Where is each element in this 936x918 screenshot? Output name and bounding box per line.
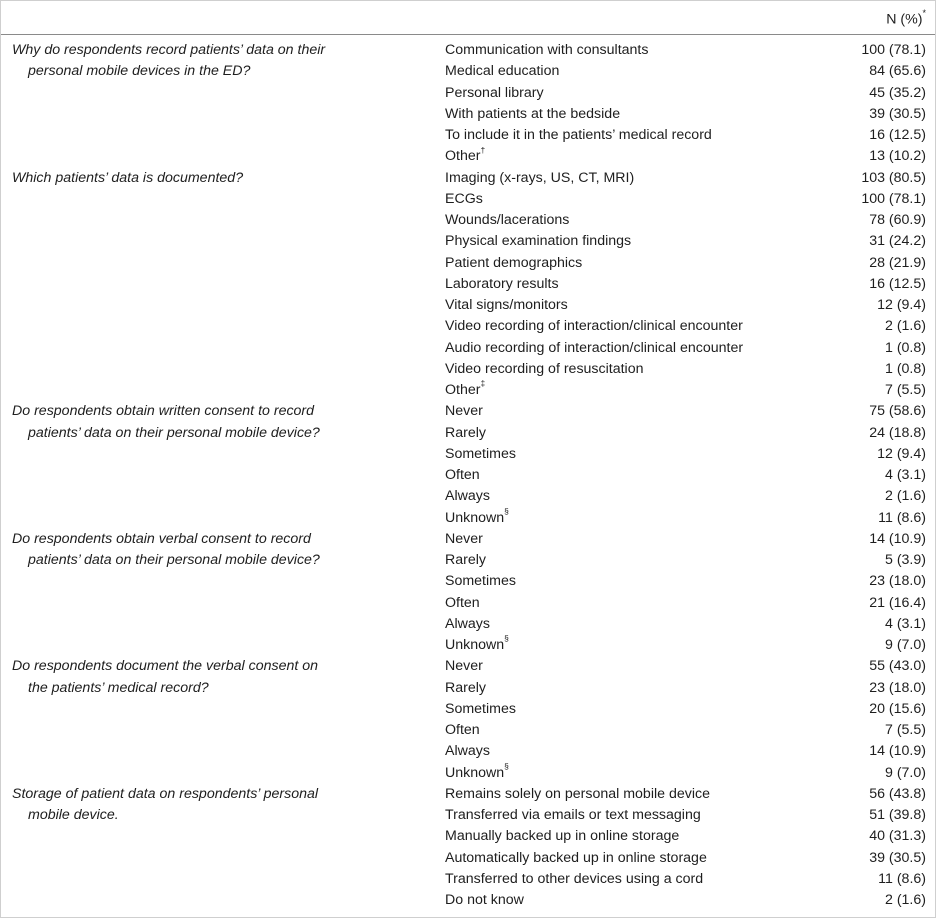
- table-row: [1, 550, 935, 571]
- count-percent-value: 2 (1.6): [884, 488, 926, 505]
- answer-text: Video recording of resuscitation: [445, 360, 644, 377]
- table-row: [1, 125, 935, 146]
- answer-text: Imaging (x-rays, US, CT, MRI): [445, 169, 635, 186]
- table-row: [1, 83, 935, 104]
- answer-cell: [445, 486, 490, 507]
- question-text: the patients’ medical record?: [28, 679, 209, 696]
- column-header-label: N (%): [886, 11, 923, 28]
- count-percent-value: 4 (3.1): [884, 467, 926, 483]
- footnote-mark: §: [504, 633, 509, 644]
- table-row: [1, 529, 935, 550]
- table-row: [1, 146, 935, 167]
- answer-cell: [445, 423, 486, 444]
- answer-text: Physical examination findings: [445, 233, 632, 250]
- answer-text: Always: [445, 488, 490, 505]
- answer-cell: [445, 720, 480, 741]
- count-percent-value: 12 (9.4): [877, 297, 926, 313]
- answer-cell: [445, 316, 743, 337]
- answer-cell: [445, 635, 509, 656]
- answer-text: Communication with consultants: [445, 42, 649, 58]
- footnote-mark: †: [480, 144, 486, 155]
- count-percent-value: 2 (1.6): [884, 892, 926, 908]
- count-percent-value: 39 (30.5): [869, 849, 926, 866]
- count-percent-value: 14 (10.9): [869, 530, 926, 547]
- count-percent-value: 55 (43.0): [869, 658, 926, 675]
- table-row: [1, 614, 935, 635]
- table-row: [1, 40, 935, 61]
- answer-cell: [445, 784, 710, 805]
- count-percent-value: 16 (12.5): [869, 275, 926, 292]
- question-text: Do respondents document the verbal consent on: [12, 658, 319, 675]
- column-header-n-percent: [886, 10, 926, 28]
- table-row: [1, 699, 935, 720]
- count-percent-value: 24 (18.8): [869, 424, 926, 441]
- question-text: patients’ data on their personal mobile device?: [28, 424, 320, 441]
- count-percent-value: 100 (78.1): [861, 190, 926, 207]
- answer-text: Never: [445, 403, 483, 420]
- count-percent-value: 13 (10.2): [869, 148, 926, 165]
- table-row: [1, 869, 935, 890]
- table-row: [1, 486, 935, 507]
- answer-cell: [445, 571, 516, 592]
- count-percent-value: 21 (16.4): [869, 594, 926, 611]
- answer-cell: [445, 189, 483, 210]
- answer-text: Never: [445, 658, 483, 675]
- table-row: [1, 295, 935, 316]
- answer-text: Always: [445, 743, 490, 760]
- answer-text: Rarely: [445, 424, 486, 441]
- answer-text: Manually backed up in online storage: [445, 828, 680, 845]
- answer-text: To include it in the patients’ medical record: [445, 127, 712, 143]
- table-row: [1, 359, 935, 380]
- answer-cell: [445, 274, 559, 295]
- table-row: [1, 104, 935, 125]
- question-text: Why do respondents record patients’ data on their: [12, 42, 326, 58]
- answer-cell: [445, 401, 483, 422]
- answer-cell: [445, 104, 620, 125]
- table-row: [1, 401, 935, 422]
- table-row: [1, 316, 935, 337]
- table-row: [1, 231, 935, 252]
- answer-cell: [445, 550, 486, 571]
- answer-text: Wounds/lacerations: [445, 212, 570, 228]
- table-row: [1, 890, 935, 911]
- answer-cell: [445, 40, 648, 61]
- footnote-mark: ‡: [480, 378, 486, 389]
- count-percent-value: 45 (35.2): [869, 84, 926, 101]
- answer-cell: [445, 146, 485, 167]
- answer-text: Sometimes: [445, 573, 516, 590]
- count-percent-value: 1 (0.8): [884, 360, 926, 377]
- answer-cell: [445, 338, 743, 359]
- answer-text: Unknown: [445, 637, 505, 653]
- table-row: [1, 380, 935, 401]
- table-row: [1, 253, 935, 274]
- answer-text: Sometimes: [445, 700, 516, 717]
- answer-cell: [445, 253, 582, 274]
- count-percent-value: 23 (18.0): [869, 679, 926, 696]
- answer-text: Other: [445, 382, 481, 398]
- answer-cell: [445, 826, 679, 847]
- answer-cell: [445, 848, 707, 869]
- table-row: [1, 338, 935, 359]
- table-row: [1, 505, 935, 529]
- table-header: [1, 1, 935, 35]
- question-text: Do respondents obtain verbal consent to record: [12, 530, 311, 547]
- count-percent-value: 1 (0.8): [884, 339, 926, 356]
- table-row: [1, 210, 935, 231]
- count-percent-value: 78 (60.9): [869, 212, 926, 228]
- answer-cell: [445, 529, 483, 550]
- table-row: [1, 168, 935, 189]
- answer-text: Vital signs/monitors: [445, 297, 568, 313]
- answer-text: Other: [445, 148, 481, 165]
- count-percent-value: 39 (30.5): [869, 105, 926, 122]
- question-text: mobile device.: [28, 807, 119, 823]
- answer-text: Rarely: [445, 679, 486, 696]
- count-percent-value: 7 (5.5): [884, 722, 926, 738]
- count-percent-value: 12 (9.4): [877, 445, 926, 462]
- answer-text: Always: [445, 615, 490, 632]
- answer-cell: [445, 890, 524, 911]
- answer-text: Do not know: [445, 892, 524, 908]
- answer-cell: [445, 869, 703, 890]
- answer-cell: [445, 805, 701, 826]
- answer-text: Personal library: [445, 84, 544, 101]
- table-row: [1, 274, 935, 295]
- table-row: [1, 465, 935, 486]
- question-text: Which patients’ data is documented?: [12, 169, 244, 186]
- answer-cell: [445, 125, 712, 146]
- count-percent-value: 103 (80.5): [861, 169, 926, 186]
- answer-text: Never: [445, 530, 483, 547]
- table-row: [1, 189, 935, 210]
- table-row: [1, 678, 935, 699]
- table-row: [1, 760, 935, 784]
- answer-text: Automatically backed up in online storage: [445, 849, 707, 866]
- count-percent-value: 9 (7.0): [884, 637, 926, 653]
- answer-cell: [445, 656, 483, 677]
- answer-text: Sometimes: [445, 445, 516, 462]
- answer-cell: [445, 699, 516, 720]
- count-percent-value: 14 (10.9): [869, 743, 926, 760]
- count-percent-value: 20 (15.6): [869, 700, 926, 717]
- answer-cell: [445, 444, 516, 465]
- answer-text: Unknown: [445, 509, 505, 526]
- count-percent-value: 40 (31.3): [869, 828, 926, 845]
- answer-text: Transferred via emails or text messaging: [445, 807, 701, 823]
- answer-cell: [445, 231, 631, 252]
- count-percent-value: 16 (12.5): [869, 127, 926, 143]
- count-percent-value: 23 (18.0): [869, 573, 926, 590]
- answer-text: Rarely: [445, 552, 486, 568]
- answer-cell: [445, 295, 568, 316]
- table-row: [1, 741, 935, 762]
- count-percent-value: 51 (39.8): [869, 807, 926, 823]
- table-row: [1, 444, 935, 465]
- answer-cell: [445, 741, 490, 762]
- count-percent-value: 2 (1.6): [884, 318, 926, 335]
- count-percent-value: 75 (58.6): [869, 403, 926, 420]
- answer-cell: [445, 614, 490, 635]
- table-row: [1, 61, 935, 82]
- count-percent-value: 11 (8.6): [878, 509, 926, 526]
- answer-text: With patients at the bedside: [445, 105, 621, 122]
- question-text: patients’ data on their personal mobile device?: [28, 552, 320, 568]
- answer-cell: [445, 83, 544, 104]
- count-percent-value: 100 (78.1): [861, 42, 926, 58]
- question-text: Storage of patient data on respondents’ personal: [12, 785, 319, 802]
- question-text: personal mobile devices in the ED?: [28, 63, 251, 80]
- answer-cell: [445, 168, 634, 189]
- table-row: [1, 848, 935, 869]
- footnote-mark: §: [504, 505, 509, 516]
- answer-text: Audio recording of interaction/clinical encounter: [445, 339, 744, 356]
- table-row: [1, 635, 935, 656]
- answer-text: ECGs: [445, 190, 483, 207]
- table-row: [1, 571, 935, 592]
- answer-text: Medical education: [445, 63, 560, 80]
- table-row: [1, 784, 935, 805]
- answer-cell: [445, 380, 485, 401]
- column-header-footnote-mark: *: [922, 8, 926, 18]
- count-percent-value: 9 (7.0): [884, 764, 926, 781]
- table-row: [1, 805, 935, 826]
- answer-cell: [445, 61, 559, 82]
- answer-cell: [445, 359, 643, 380]
- count-percent-value: 84 (65.6): [869, 63, 926, 80]
- answer-cell: [445, 210, 569, 231]
- answer-cell: [445, 678, 486, 699]
- answer-text: Video recording of interaction/clinical encounter: [445, 318, 743, 335]
- answer-text: Transferred to other devices using a cord: [445, 870, 704, 887]
- answer-text: Laboratory results: [445, 275, 559, 292]
- count-percent-value: 31 (24.2): [869, 233, 926, 250]
- count-percent-value: 7 (5.5): [884, 382, 926, 398]
- answer-text: Often: [445, 722, 480, 738]
- question-text: Do respondents obtain written consent to record: [12, 403, 315, 420]
- table-row: [1, 423, 935, 444]
- answer-text: Often: [445, 467, 480, 483]
- answer-text: Remains solely on personal mobile device: [445, 785, 710, 802]
- answer-text: Patient demographics: [445, 254, 583, 271]
- answer-cell: [445, 465, 480, 486]
- count-percent-value: 5 (3.9): [884, 552, 926, 568]
- table-row: [1, 720, 935, 741]
- answer-cell: [445, 593, 480, 614]
- answer-text: Unknown: [445, 764, 505, 781]
- count-percent-value: 11 (8.6): [878, 870, 926, 887]
- answer-cell: [445, 505, 509, 529]
- table-row: [1, 593, 935, 614]
- count-percent-value: 28 (21.9): [869, 254, 926, 271]
- table-body: [1, 40, 935, 911]
- answer-cell: [445, 760, 509, 784]
- table-row: [1, 656, 935, 677]
- table-row: [1, 826, 935, 847]
- count-percent-value: 56 (43.8): [869, 785, 926, 802]
- answer-text: Often: [445, 594, 480, 611]
- count-percent-value: 4 (3.1): [884, 615, 926, 632]
- footnote-mark: §: [504, 760, 509, 771]
